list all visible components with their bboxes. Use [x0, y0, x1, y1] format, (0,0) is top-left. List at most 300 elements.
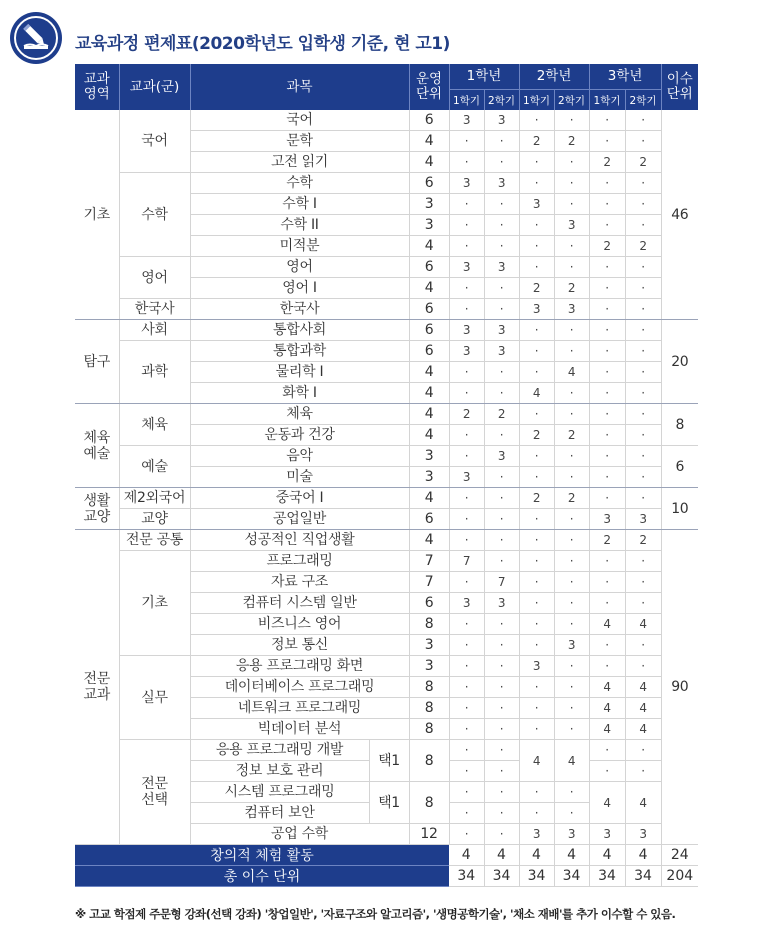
semester-cell: · [625, 299, 661, 320]
semester-cell: · [519, 446, 554, 467]
semester-cell: · [625, 761, 661, 782]
summary-cell: 4 [589, 845, 625, 866]
units-cell: 4 [409, 530, 449, 551]
semester-cell: · [589, 740, 625, 761]
units-cell: 6 [409, 509, 449, 530]
header-group: 교과(군) [119, 64, 190, 110]
summary-cell: 34 [625, 866, 661, 887]
semester-cell: · [589, 761, 625, 782]
semester-cell: 2 [484, 404, 519, 425]
table-row [75, 740, 735, 761]
choice-cell: 택1 [369, 782, 409, 824]
summary-cell: 4 [625, 845, 661, 866]
summary-total: 204 [661, 866, 698, 887]
subject-cell: 자료 구조 [190, 572, 409, 593]
semester-cell: 2 [625, 152, 661, 173]
semester-cell: 3 [449, 110, 484, 131]
semester-cell: · [484, 194, 519, 215]
semester-cell: · [554, 320, 589, 341]
semester-cell: · [484, 425, 519, 446]
semester-cell: · [554, 719, 589, 740]
summary-cell: 34 [519, 866, 554, 887]
semester-cell: 3 [449, 320, 484, 341]
header-semester: 2학기 [554, 90, 589, 111]
semester-cell: · [625, 488, 661, 509]
semester-cell: 4 [589, 782, 625, 824]
semester-cell: · [519, 152, 554, 173]
subject-cell: 데이터베이스 프로그래밍 [190, 677, 409, 698]
header-grade-1: 1학년 [449, 64, 519, 90]
semester-cell: · [449, 425, 484, 446]
subject-cell: 음악 [190, 446, 409, 467]
semester-cell: · [625, 383, 661, 404]
semester-cell: · [589, 278, 625, 299]
semester-cell: 2 [519, 131, 554, 152]
semester-cell: 4 [625, 677, 661, 698]
subject-cell: 화학 I [190, 383, 409, 404]
semester-cell: · [554, 572, 589, 593]
choice-cell: 택1 [369, 740, 409, 782]
semester-cell: 3 [519, 656, 554, 677]
semester-cell: · [484, 614, 519, 635]
table-row [75, 446, 735, 467]
subject-cell: 프로그래밍 [190, 551, 409, 572]
header-units: 운영 단위 [409, 64, 449, 110]
semester-cell: · [589, 131, 625, 152]
semester-cell: · [484, 761, 519, 782]
semester-cell: · [589, 362, 625, 383]
semester-cell: · [449, 362, 484, 383]
area-total-cell: 10 [661, 488, 698, 530]
semester-cell: · [519, 677, 554, 698]
subject-cell: 고전 읽기 [190, 152, 409, 173]
table-row [75, 656, 735, 677]
area-cell: 기초 [75, 110, 119, 320]
semester-cell: · [625, 467, 661, 488]
semester-cell: · [449, 782, 484, 803]
semester-cell: · [589, 488, 625, 509]
semester-cell: · [449, 446, 484, 467]
semester-cell: · [484, 551, 519, 572]
semester-cell: · [625, 572, 661, 593]
semester-cell: · [554, 257, 589, 278]
table-row [75, 299, 735, 320]
table-row [75, 488, 735, 509]
units-cell: 4 [409, 236, 449, 257]
footnote: ※ 고교 학점제 주문형 강좌(선택 강좌) '창업일반', '자료구조와 알고리즘', '생명공학기술', '채소 재배'를 추가 이수할 수 있음. [75, 907, 676, 921]
semester-cell: · [449, 488, 484, 509]
semester-cell: 2 [589, 530, 625, 551]
semester-cell: · [589, 215, 625, 236]
semester-cell: · [519, 467, 554, 488]
semester-cell: · [484, 467, 519, 488]
semester-cell: · [625, 215, 661, 236]
summary-cell: 34 [484, 866, 519, 887]
group-cell: 제2외국어 [119, 488, 190, 509]
semester-cell: · [589, 320, 625, 341]
semester-cell: 3 [554, 215, 589, 236]
group-cell: 과학 [119, 341, 190, 404]
units-cell: 4 [409, 278, 449, 299]
subject-cell: 응용 프로그래밍 개발 [190, 740, 369, 761]
summary-cell: 34 [449, 866, 484, 887]
semester-cell: · [484, 383, 519, 404]
table-row [75, 341, 735, 362]
semester-cell: 3 [484, 110, 519, 131]
table-footer [75, 845, 735, 887]
semester-cell: · [625, 173, 661, 194]
semester-cell: · [589, 551, 625, 572]
semester-cell: 3 [484, 173, 519, 194]
area-total-cell: 8 [661, 404, 698, 446]
semester-cell: · [589, 383, 625, 404]
semester-cell: · [449, 572, 484, 593]
semester-cell: 3 [589, 509, 625, 530]
semester-cell: · [484, 635, 519, 656]
subject-cell: 물리학 I [190, 362, 409, 383]
area-cell: 생활 교양 [75, 488, 119, 530]
summary-cell: 4 [519, 845, 554, 866]
semester-cell: · [554, 593, 589, 614]
header-semester: 2학기 [625, 90, 661, 111]
semester-cell: · [554, 509, 589, 530]
semester-cell: · [554, 782, 589, 803]
semester-cell: · [519, 236, 554, 257]
semester-cell: · [484, 782, 519, 803]
group-cell: 수학 [119, 173, 190, 257]
semester-cell: · [554, 677, 589, 698]
semester-cell: 3 [519, 824, 554, 845]
summary-cell: 34 [589, 866, 625, 887]
semester-cell: · [484, 488, 519, 509]
semester-cell: · [589, 257, 625, 278]
semester-cell: 4 [554, 740, 589, 782]
units-cell: 3 [409, 656, 449, 677]
semester-cell: · [625, 404, 661, 425]
units-cell: 6 [409, 110, 449, 131]
semester-cell: · [625, 593, 661, 614]
table-row [75, 404, 735, 425]
semester-cell: · [449, 236, 484, 257]
units-cell: 8 [409, 719, 449, 740]
units-cell: 8 [409, 740, 449, 782]
summary-label: 총 이수 단위 [75, 866, 449, 887]
group-cell: 국어 [119, 110, 190, 173]
table-row [75, 320, 735, 341]
summary-total: 24 [661, 845, 698, 866]
semester-cell: · [589, 572, 625, 593]
semester-cell: · [449, 530, 484, 551]
semester-cell: 4 [589, 719, 625, 740]
group-cell: 영어 [119, 257, 190, 299]
semester-cell: 4 [519, 740, 554, 782]
semester-cell: 2 [449, 404, 484, 425]
table-header [75, 64, 735, 110]
semester-cell: · [554, 152, 589, 173]
subject-cell: 컴퓨터 시스템 일반 [190, 593, 409, 614]
units-cell: 6 [409, 299, 449, 320]
semester-cell: · [554, 698, 589, 719]
semester-cell: · [554, 404, 589, 425]
semester-cell: · [519, 572, 554, 593]
semester-cell: · [449, 635, 484, 656]
semester-cell: 3 [554, 635, 589, 656]
header-semester: 1학기 [589, 90, 625, 111]
semester-cell: 3 [484, 341, 519, 362]
subject-cell: 수학 [190, 173, 409, 194]
semester-cell: 4 [625, 698, 661, 719]
subject-cell: 중국어 I [190, 488, 409, 509]
semester-cell: · [554, 614, 589, 635]
semester-cell: 4 [625, 782, 661, 824]
semester-cell: 3 [625, 824, 661, 845]
group-cell: 전문 공통 [119, 530, 190, 551]
semester-cell: · [519, 404, 554, 425]
semester-cell: · [484, 719, 519, 740]
table-row [75, 551, 735, 572]
header-grade-2: 2학년 [519, 64, 589, 90]
subject-cell: 미적분 [190, 236, 409, 257]
area-total-cell: 90 [661, 530, 698, 845]
semester-cell: 2 [625, 530, 661, 551]
semester-cell: · [625, 341, 661, 362]
semester-cell: · [484, 362, 519, 383]
semester-cell: 7 [449, 551, 484, 572]
semester-cell: · [589, 635, 625, 656]
subject-cell: 문학 [190, 131, 409, 152]
units-cell: 3 [409, 635, 449, 656]
semester-cell: · [589, 299, 625, 320]
semester-cell: · [625, 110, 661, 131]
semester-cell: 3 [484, 320, 519, 341]
semester-cell: · [484, 299, 519, 320]
semester-cell: · [519, 509, 554, 530]
semester-cell: · [449, 278, 484, 299]
table-body [75, 110, 735, 845]
units-cell: 8 [409, 614, 449, 635]
semester-cell: · [589, 110, 625, 131]
semester-cell: · [554, 467, 589, 488]
semester-cell: · [519, 320, 554, 341]
group-cell: 예술 [119, 446, 190, 488]
semester-cell: 3 [554, 299, 589, 320]
header-semester: 2학기 [484, 90, 519, 111]
semester-cell: 4 [554, 362, 589, 383]
semester-cell: · [589, 425, 625, 446]
group-cell: 체육 [119, 404, 190, 446]
subject-cell: 체육 [190, 404, 409, 425]
semester-cell: 2 [554, 278, 589, 299]
semester-cell: 3 [449, 173, 484, 194]
semester-cell: · [519, 635, 554, 656]
header-semester: 1학기 [449, 90, 484, 111]
semester-cell: · [449, 824, 484, 845]
semester-cell: · [449, 698, 484, 719]
semester-cell: · [554, 173, 589, 194]
semester-cell: 4 [625, 719, 661, 740]
semester-cell: · [625, 635, 661, 656]
semester-cell: 2 [625, 236, 661, 257]
semester-cell: · [554, 236, 589, 257]
table-row [75, 509, 735, 530]
summary-row [75, 866, 735, 887]
units-cell: 3 [409, 194, 449, 215]
semester-cell: · [625, 446, 661, 467]
semester-cell: 3 [625, 509, 661, 530]
semester-cell: · [625, 425, 661, 446]
semester-cell: · [484, 278, 519, 299]
semester-cell: · [449, 383, 484, 404]
semester-cell: · [519, 215, 554, 236]
summary-cell: 4 [484, 845, 519, 866]
semester-cell: · [449, 299, 484, 320]
semester-cell: · [625, 131, 661, 152]
group-cell: 한국사 [119, 299, 190, 320]
page-header [0, 0, 758, 64]
semester-cell: · [554, 551, 589, 572]
semester-cell: · [589, 404, 625, 425]
subject-cell: 응용 프로그래밍 화면 [190, 656, 409, 677]
semester-cell: 3 [449, 341, 484, 362]
table-row [75, 257, 735, 278]
group-cell: 전문 선택 [119, 740, 190, 845]
semester-cell: · [449, 677, 484, 698]
subject-cell: 정보 보호 관리 [190, 761, 369, 782]
semester-cell: · [449, 740, 484, 761]
semester-cell: 4 [589, 677, 625, 698]
summary-cell: 34 [554, 866, 589, 887]
units-cell: 4 [409, 152, 449, 173]
curriculum-table-container [75, 64, 735, 887]
units-cell: 8 [409, 782, 449, 824]
summary-label: 창의적 체험 활동 [75, 845, 449, 866]
units-cell: 6 [409, 593, 449, 614]
subject-cell: 미술 [190, 467, 409, 488]
semester-cell: · [449, 509, 484, 530]
semester-cell: · [519, 551, 554, 572]
group-cell: 실무 [119, 656, 190, 740]
semester-cell: · [589, 341, 625, 362]
semester-cell: · [449, 194, 484, 215]
semester-cell: · [484, 803, 519, 824]
semester-cell: 2 [554, 488, 589, 509]
semester-cell: · [449, 131, 484, 152]
summary-row [75, 845, 735, 866]
units-cell: 4 [409, 362, 449, 383]
group-cell: 교양 [119, 509, 190, 530]
table-row [75, 110, 735, 131]
header-grade-3: 3학년 [589, 64, 661, 90]
semester-cell: · [484, 236, 519, 257]
semester-cell: 3 [589, 824, 625, 845]
semester-cell: · [625, 551, 661, 572]
semester-cell: · [554, 383, 589, 404]
semester-cell: 2 [519, 278, 554, 299]
semester-cell: · [625, 194, 661, 215]
semester-cell: · [519, 341, 554, 362]
subject-cell: 국어 [190, 110, 409, 131]
semester-cell: · [484, 656, 519, 677]
semester-cell: · [625, 740, 661, 761]
semester-cell: 4 [519, 383, 554, 404]
semester-cell: 4 [625, 614, 661, 635]
semester-cell: · [519, 719, 554, 740]
area-cell: 전문 교과 [75, 530, 119, 845]
units-cell: 7 [409, 572, 449, 593]
semester-cell: 2 [554, 425, 589, 446]
semester-cell: · [484, 740, 519, 761]
semester-cell: · [589, 446, 625, 467]
units-cell: 8 [409, 677, 449, 698]
units-cell: 4 [409, 131, 449, 152]
semester-cell: · [449, 614, 484, 635]
semester-cell: · [519, 803, 554, 824]
subject-cell: 영어 I [190, 278, 409, 299]
subject-cell: 공업일반 [190, 509, 409, 530]
semester-cell: · [519, 173, 554, 194]
semester-cell: 3 [519, 194, 554, 215]
table-row [75, 530, 735, 551]
semester-cell: · [589, 173, 625, 194]
subject-cell: 비즈니스 영어 [190, 614, 409, 635]
semester-cell: · [554, 446, 589, 467]
semester-cell: · [449, 215, 484, 236]
subject-cell: 영어 [190, 257, 409, 278]
semester-cell: 2 [519, 425, 554, 446]
units-cell: 4 [409, 383, 449, 404]
semester-cell: 3 [484, 593, 519, 614]
semester-cell: · [554, 341, 589, 362]
subject-cell: 네트워크 프로그래밍 [190, 698, 409, 719]
units-cell: 6 [409, 341, 449, 362]
units-cell: 7 [409, 551, 449, 572]
area-cell: 체육 예술 [75, 404, 119, 488]
semester-cell: · [625, 278, 661, 299]
units-cell: 8 [409, 698, 449, 719]
curriculum-table [75, 64, 735, 887]
semester-cell: · [554, 194, 589, 215]
semester-cell: · [519, 593, 554, 614]
header-area: 교과 영역 [75, 64, 119, 110]
units-cell: 6 [409, 320, 449, 341]
semester-cell: · [589, 593, 625, 614]
subject-cell: 시스템 프로그래밍 [190, 782, 369, 803]
area-total-cell: 6 [661, 446, 698, 488]
semester-cell: · [449, 719, 484, 740]
semester-cell: · [484, 824, 519, 845]
semester-cell: · [484, 131, 519, 152]
semester-cell: 4 [589, 614, 625, 635]
semester-cell: 3 [449, 593, 484, 614]
semester-cell: · [519, 614, 554, 635]
group-cell: 사회 [119, 320, 190, 341]
semester-cell: · [519, 782, 554, 803]
units-cell: 4 [409, 425, 449, 446]
subject-cell: 통합사회 [190, 320, 409, 341]
semester-cell: · [625, 362, 661, 383]
units-cell: 6 [409, 173, 449, 194]
subject-cell: 컴퓨터 보안 [190, 803, 369, 824]
semester-cell: · [484, 509, 519, 530]
semester-cell: 3 [484, 257, 519, 278]
header-semester: 1학기 [519, 90, 554, 111]
semester-cell: · [449, 761, 484, 782]
header-total: 이수 단위 [661, 64, 698, 110]
semester-cell: 4 [589, 698, 625, 719]
area-cell: 탐구 [75, 320, 119, 404]
area-total-cell: 46 [661, 110, 698, 320]
subject-cell: 수학 II [190, 215, 409, 236]
